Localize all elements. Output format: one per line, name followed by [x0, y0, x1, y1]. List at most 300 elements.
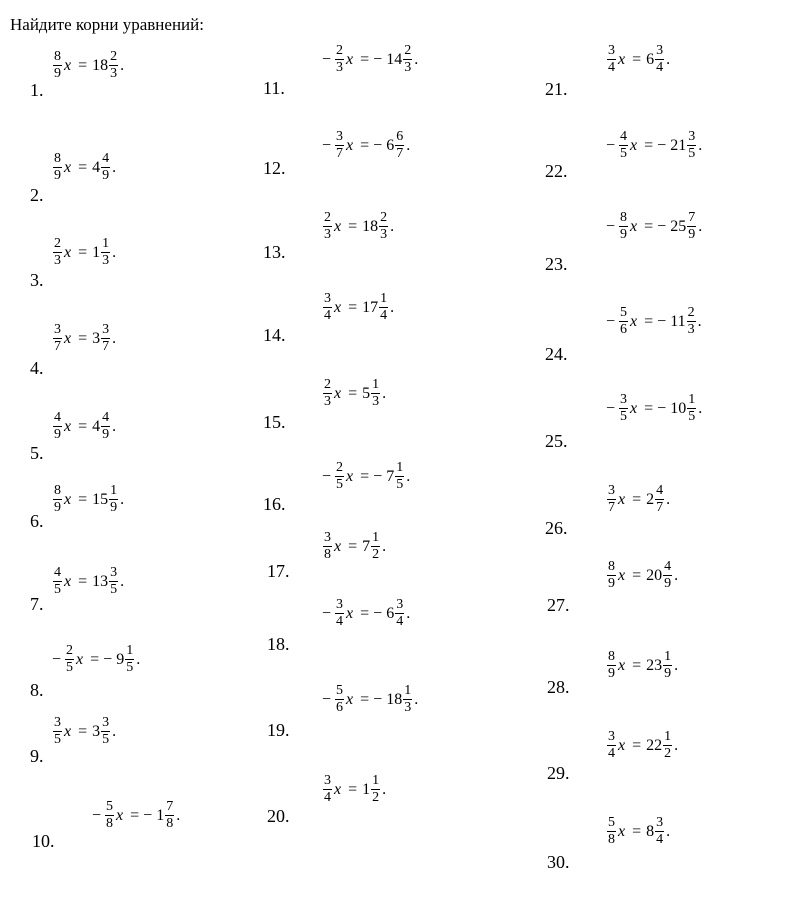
equals-sign: = — [78, 329, 88, 347]
period: . — [382, 384, 387, 402]
denominator: 3 — [336, 60, 344, 75]
whole-part: 7 — [386, 467, 395, 485]
result-fraction — [101, 716, 110, 747]
problem-number: 4. — [30, 358, 44, 378]
numerator: 2 — [404, 43, 412, 58]
minus-sign: − — [657, 217, 667, 235]
numerator: 4 — [54, 565, 61, 580]
denominator: 3 — [372, 394, 380, 409]
denominator: 9 — [102, 168, 110, 183]
period: . — [390, 298, 395, 316]
variable-x: x — [334, 384, 342, 402]
coefficient-fraction — [323, 774, 332, 805]
result-fraction — [655, 44, 664, 75]
result-fraction — [687, 393, 696, 424]
coefficient-fraction — [53, 411, 62, 442]
result-fraction — [109, 566, 118, 597]
equals-sign: = — [90, 650, 100, 668]
coefficient-fraction — [335, 684, 344, 715]
numerator: 2 — [336, 43, 344, 58]
result-fraction — [101, 323, 110, 354]
denominator: 4 — [656, 60, 664, 75]
result-fraction — [655, 816, 664, 847]
coefficient-fraction — [619, 393, 628, 424]
denominator: 7 — [336, 146, 344, 161]
coefficient-fraction — [607, 650, 616, 681]
whole-part: 7 — [362, 537, 371, 555]
period: . — [112, 329, 117, 347]
variable-x: x — [630, 217, 638, 235]
minus-sign: − — [657, 312, 667, 330]
equation — [606, 484, 670, 515]
equals-sign: = — [360, 690, 370, 708]
whole-part: 25 — [670, 217, 687, 235]
period: . — [666, 490, 671, 508]
numerator: 1 — [102, 236, 110, 251]
denominator: 7 — [396, 146, 404, 161]
result-fraction — [371, 378, 380, 409]
equation — [606, 393, 702, 424]
numerator: 1 — [664, 729, 672, 744]
period: . — [666, 50, 671, 68]
period: . — [176, 806, 181, 824]
denominator: 6 — [620, 322, 628, 337]
denominator: 3 — [110, 66, 118, 81]
result-fraction — [403, 44, 412, 75]
whole-part: 4 — [92, 417, 101, 435]
denominator: 4 — [608, 746, 615, 761]
variable-x: x — [334, 537, 342, 555]
problem-number: 7. — [30, 594, 44, 614]
denominator: 3 — [102, 253, 110, 268]
denominator: 9 — [102, 427, 110, 442]
equation — [52, 323, 116, 354]
coefficient-fraction — [335, 598, 344, 629]
whole-part: 18 — [92, 56, 109, 74]
equation — [322, 774, 386, 805]
equals-sign: = — [644, 136, 654, 154]
variable-x: x — [630, 136, 638, 154]
coefficient-fraction — [607, 484, 616, 515]
numerator: 4 — [620, 129, 628, 144]
equals-sign: = — [348, 217, 358, 235]
equation — [92, 800, 180, 831]
numerator: 8 — [620, 210, 628, 225]
period: . — [120, 572, 125, 590]
equation — [322, 598, 410, 629]
problem-number: 26. — [545, 518, 568, 538]
denominator: 3 — [324, 394, 331, 409]
variable-x: x — [618, 656, 626, 674]
numerator: 8 — [54, 49, 61, 64]
equals-sign: = — [632, 822, 642, 840]
whole-part: 10 — [670, 399, 687, 417]
problem-number: 10. — [32, 831, 55, 851]
whole-part: 3 — [92, 722, 101, 740]
coefficient-fraction — [323, 378, 332, 409]
minus-sign: − — [322, 136, 332, 154]
period: . — [136, 650, 141, 668]
denominator: 9 — [54, 66, 61, 81]
coefficient-fraction — [607, 44, 616, 75]
minus-sign: − — [92, 806, 102, 824]
coefficient-fraction — [335, 130, 344, 161]
equation — [52, 566, 124, 597]
minus-sign: − — [322, 467, 332, 485]
coefficient-fraction — [53, 152, 62, 183]
variable-x: x — [64, 56, 72, 74]
period: . — [406, 136, 411, 154]
numerator: 3 — [688, 129, 696, 144]
problem-number: 3. — [30, 270, 44, 290]
period: . — [698, 399, 703, 417]
equals-sign: = — [644, 399, 654, 417]
whole-part: 1 — [92, 243, 101, 261]
denominator: 9 — [54, 427, 61, 442]
denominator: 9 — [608, 666, 615, 681]
minus-sign: − — [373, 467, 383, 485]
variable-x: x — [346, 50, 354, 68]
whole-part: 1 — [156, 806, 165, 824]
equation — [606, 650, 678, 681]
denominator: 7 — [102, 339, 110, 354]
denominator: 8 — [166, 816, 174, 831]
denominator: 3 — [687, 322, 695, 337]
numerator: 3 — [102, 715, 110, 730]
problem-number: 24. — [545, 344, 568, 364]
variable-x: x — [618, 736, 626, 754]
minus-sign: − — [52, 650, 62, 668]
problem-number: 23. — [545, 254, 568, 274]
equation — [322, 684, 418, 715]
variable-x: x — [64, 722, 72, 740]
problem-number: 19. — [267, 720, 290, 740]
period: . — [112, 722, 117, 740]
numerator: 3 — [336, 129, 344, 144]
coefficient-fraction — [323, 211, 332, 242]
numerator: 1 — [380, 291, 388, 306]
denominator: 3 — [404, 60, 412, 75]
minus-sign: − — [373, 690, 383, 708]
numerator: 3 — [620, 392, 628, 407]
variable-x: x — [346, 690, 354, 708]
numerator: 2 — [54, 236, 61, 251]
period: . — [382, 780, 387, 798]
denominator: 8 — [106, 816, 114, 831]
result-fraction — [395, 130, 404, 161]
coefficient-fraction — [65, 644, 74, 675]
whole-part: 21 — [670, 136, 687, 154]
minus-sign: − — [373, 50, 383, 68]
result-fraction — [379, 292, 388, 323]
equation — [606, 130, 702, 161]
equals-sign: = — [78, 722, 88, 740]
numerator: 6 — [396, 129, 404, 144]
denominator: 3 — [404, 700, 412, 715]
problem-number: 12. — [263, 158, 286, 178]
equation — [322, 211, 394, 242]
denominator: 4 — [336, 614, 344, 629]
variable-x: x — [618, 822, 626, 840]
period: . — [698, 136, 703, 154]
problem-number: 16. — [263, 494, 286, 514]
period: . — [414, 690, 419, 708]
equals-sign: = — [632, 656, 642, 674]
denominator: 5 — [66, 660, 74, 675]
equation — [606, 306, 702, 337]
result-fraction — [379, 211, 388, 242]
result-fraction — [101, 411, 110, 442]
equals-sign: = — [78, 490, 88, 508]
denominator: 4 — [396, 614, 404, 629]
denominator: 5 — [110, 582, 118, 597]
denominator: 5 — [620, 146, 628, 161]
variable-x: x — [334, 780, 342, 798]
denominator: 5 — [620, 409, 628, 424]
result-fraction — [663, 650, 672, 681]
problem-number: 20. — [267, 806, 290, 826]
coefficient-fraction — [335, 461, 344, 492]
numerator: 8 — [608, 649, 615, 664]
numerator: 3 — [54, 715, 61, 730]
equals-sign: = — [360, 604, 370, 622]
numerator: 8 — [54, 151, 61, 166]
equals-sign: = — [632, 490, 642, 508]
equation — [606, 560, 678, 591]
whole-part: 14 — [386, 50, 403, 68]
period: . — [382, 537, 387, 555]
numerator: 2 — [324, 210, 331, 225]
equation — [52, 237, 116, 268]
equation — [606, 730, 678, 761]
denominator: 3 — [380, 227, 388, 242]
equation — [322, 378, 386, 409]
denominator: 4 — [608, 60, 615, 75]
equals-sign: = — [360, 136, 370, 154]
denominator: 7 — [608, 500, 615, 515]
denominator: 3 — [54, 253, 61, 268]
equals-sign: = — [632, 50, 642, 68]
numerator: 8 — [608, 559, 615, 574]
numerator: 5 — [336, 683, 344, 698]
equals-sign: = — [348, 537, 358, 555]
period: . — [698, 217, 703, 235]
equals-sign: = — [360, 50, 370, 68]
problem-number: 5. — [30, 443, 44, 463]
numerator: 1 — [372, 377, 380, 392]
result-fraction — [101, 152, 110, 183]
numerator: 3 — [102, 322, 110, 337]
period: . — [666, 822, 671, 840]
coefficient-fraction — [619, 211, 628, 242]
numerator: 1 — [126, 643, 134, 658]
problem-number: 21. — [545, 79, 568, 99]
problem-number: 29. — [547, 763, 570, 783]
problem-number: 14. — [263, 325, 286, 345]
equation — [322, 130, 410, 161]
numerator: 4 — [656, 483, 664, 498]
denominator: 5 — [54, 582, 61, 597]
equals-sign: = — [130, 806, 140, 824]
numerator: 4 — [664, 559, 672, 574]
minus-sign: − — [103, 650, 113, 668]
variable-x: x — [116, 806, 124, 824]
equation — [606, 44, 670, 75]
equation — [322, 461, 410, 492]
minus-sign: − — [657, 399, 667, 417]
coefficient-fraction — [53, 50, 62, 81]
numerator: 1 — [688, 392, 696, 407]
coefficient-fraction — [323, 531, 332, 562]
numerator: 4 — [54, 410, 61, 425]
equals-sign: = — [348, 780, 358, 798]
variable-x: x — [630, 312, 638, 330]
numerator: 5 — [106, 799, 114, 814]
result-fraction — [125, 644, 134, 675]
problem-number: 9. — [30, 746, 44, 766]
numerator: 3 — [110, 565, 118, 580]
variable-x: x — [64, 417, 72, 435]
whole-part: 22 — [646, 736, 663, 754]
whole-part: 18 — [362, 217, 379, 235]
equals-sign: = — [644, 217, 654, 235]
equals-sign: = — [78, 56, 88, 74]
denominator: 9 — [664, 576, 672, 591]
whole-part: 5 — [362, 384, 371, 402]
denominator: 7 — [656, 500, 664, 515]
numerator: 1 — [404, 683, 412, 698]
problem-number: 11. — [263, 78, 285, 98]
equals-sign: = — [632, 566, 642, 584]
numerator: 2 — [66, 643, 74, 658]
variable-x: x — [64, 490, 72, 508]
problem-number: 28. — [547, 677, 570, 697]
numerator: 1 — [372, 773, 380, 788]
denominator: 4 — [324, 308, 331, 323]
equals-sign: = — [644, 312, 654, 330]
result-fraction — [655, 484, 664, 515]
denominator: 6 — [336, 700, 344, 715]
equation — [52, 716, 116, 747]
coefficient-fraction — [53, 716, 62, 747]
whole-part: 1 — [362, 780, 371, 798]
denominator: 2 — [372, 790, 380, 805]
result-fraction — [101, 237, 110, 268]
problem-number: 25. — [545, 431, 568, 451]
result-fraction — [109, 484, 118, 515]
coefficient-fraction — [619, 130, 628, 161]
whole-part: 15 — [92, 490, 109, 508]
equation — [52, 411, 116, 442]
problem-number: 18. — [267, 634, 290, 654]
coefficient-fraction — [105, 800, 114, 831]
denominator: 4 — [324, 790, 331, 805]
coefficient-fraction — [53, 566, 62, 597]
numerator: 2 — [380, 210, 388, 225]
numerator: 1 — [664, 649, 672, 664]
whole-part: 20 — [646, 566, 663, 584]
equation — [52, 484, 124, 515]
variable-x: x — [64, 243, 72, 261]
coefficient-fraction — [53, 237, 62, 268]
period: . — [112, 243, 117, 261]
denominator: 8 — [324, 547, 331, 562]
coefficient-fraction — [323, 292, 332, 323]
numerator: 3 — [324, 291, 331, 306]
numerator: 2 — [110, 49, 118, 64]
equals-sign: = — [632, 736, 642, 754]
variable-x: x — [346, 136, 354, 154]
problem-number: 8. — [30, 680, 44, 700]
problem-number: 15. — [263, 412, 286, 432]
equals-sign: = — [78, 417, 88, 435]
numerator: 3 — [656, 43, 664, 58]
whole-part: 17 — [362, 298, 379, 316]
numerator: 3 — [608, 483, 615, 498]
equation — [52, 152, 116, 183]
whole-part: 8 — [646, 822, 655, 840]
coefficient-fraction — [335, 44, 344, 75]
numerator: 3 — [608, 43, 615, 58]
variable-x: x — [346, 604, 354, 622]
variable-x: x — [76, 650, 84, 668]
numerator: 3 — [336, 597, 344, 612]
minus-sign: − — [606, 136, 616, 154]
period: . — [120, 490, 125, 508]
numerator: 4 — [102, 410, 110, 425]
whole-part: 23 — [646, 656, 663, 674]
denominator: 5 — [126, 660, 134, 675]
variable-x: x — [64, 572, 72, 590]
variable-x: x — [618, 566, 626, 584]
equals-sign: = — [78, 572, 88, 590]
numerator: 8 — [54, 483, 61, 498]
whole-part: 6 — [386, 136, 395, 154]
minus-sign: − — [373, 136, 383, 154]
minus-sign: − — [373, 604, 383, 622]
problem-number: 27. — [547, 595, 570, 615]
denominator: 7 — [54, 339, 61, 354]
minus-sign: − — [606, 312, 616, 330]
period: . — [697, 312, 702, 330]
numerator: 7 — [166, 799, 174, 814]
period: . — [390, 217, 395, 235]
minus-sign: − — [657, 136, 667, 154]
numerator: 3 — [324, 773, 331, 788]
numerator: 3 — [656, 815, 664, 830]
whole-part: 2 — [646, 490, 655, 508]
denominator: 8 — [608, 832, 615, 847]
coefficient-fraction — [53, 484, 62, 515]
problem-number: 2. — [30, 185, 44, 205]
numerator: 3 — [608, 729, 615, 744]
minus-sign: − — [143, 806, 153, 824]
numerator: 3 — [396, 597, 404, 612]
denominator: 2 — [664, 746, 672, 761]
numerator: 1 — [110, 483, 118, 498]
result-fraction — [663, 730, 672, 761]
denominator: 2 — [372, 547, 380, 562]
period: . — [674, 656, 679, 674]
denominator: 5 — [336, 477, 344, 492]
period: . — [112, 158, 117, 176]
variable-x: x — [630, 399, 638, 417]
denominator: 5 — [102, 732, 110, 747]
equals-sign: = — [348, 298, 358, 316]
denominator: 9 — [620, 227, 628, 242]
variable-x: x — [334, 217, 342, 235]
numerator: 4 — [102, 151, 110, 166]
